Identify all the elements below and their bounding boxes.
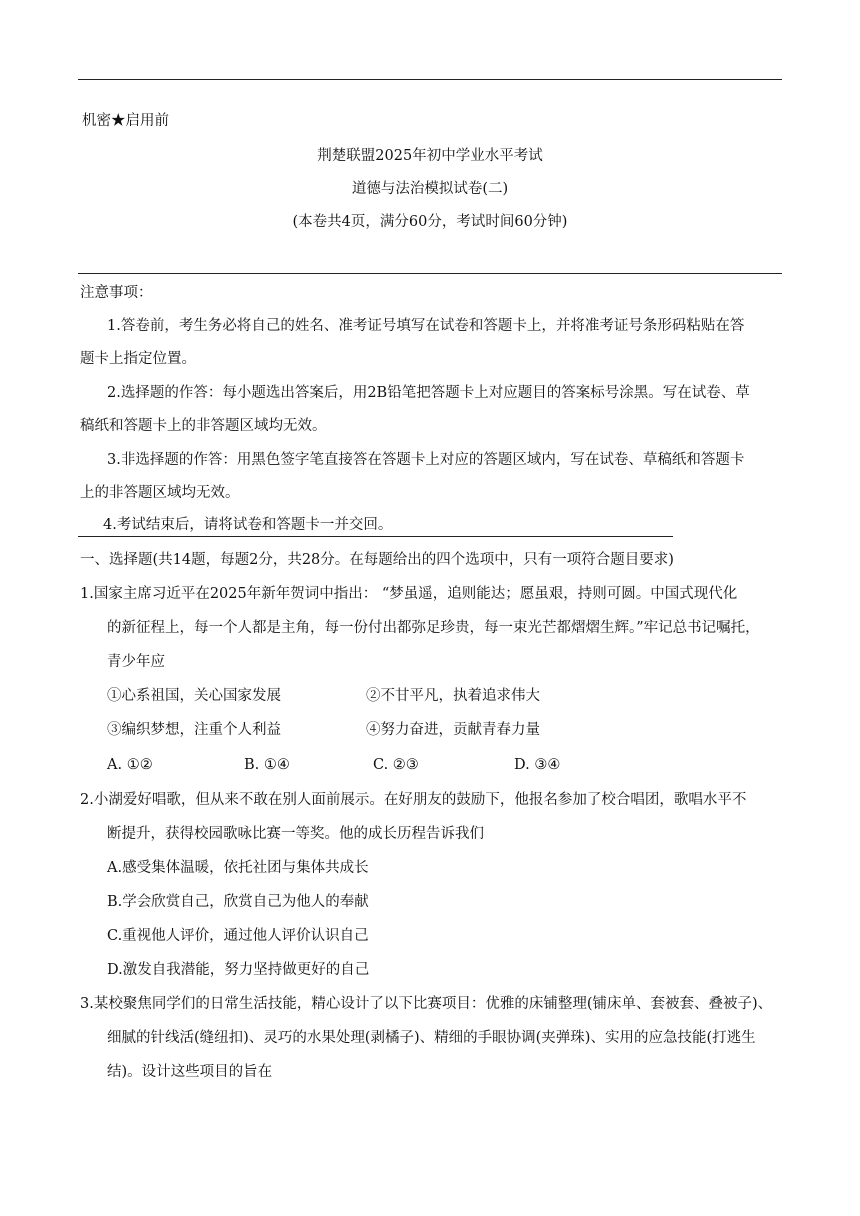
notice-top-rule bbox=[78, 273, 782, 274]
notice-item-2-line-2: 稿纸和答题卡上的非答题区域均无效。 bbox=[80, 418, 327, 434]
q1-line-2: 的新征程上，每一个人都是主角，每一份付出都弥足珍贵，每一束光芒都熠熠生辉。”牢记总书记嘱托， bbox=[107, 620, 760, 636]
notice-bottom-rule bbox=[78, 536, 673, 537]
q3-line-1: 3.某校聚焦同学们的日常生活技能，精心设计了以下比赛项目：优雅的床铺整理(铺床单、套被套、叠被子)、 bbox=[80, 996, 773, 1012]
q2-option-b: B.学会欣赏自己，欣赏自己为他人的奉献 bbox=[107, 894, 369, 910]
notice-item-1-line-1: 1.答卷前，考生务必将自己的姓名、准考证号填写在试卷和答题卡上，并将准考证号条形码粘贴在答 bbox=[107, 318, 745, 334]
q1-statement-2: ②不甘平凡，执着追求伟大 bbox=[366, 688, 540, 704]
q1-option-b: B. ①④ bbox=[244, 757, 290, 773]
notice-item-3-line-2: 上的非答题区域均无效。 bbox=[80, 485, 240, 501]
q1-option-a: A. ①② bbox=[107, 757, 153, 773]
paper-title: 道德与法治模拟试卷(二) bbox=[351, 181, 509, 197]
q1-statement-3: ③编织梦想，注重个人利益 bbox=[107, 722, 281, 738]
q1-option-d: D. ③④ bbox=[514, 757, 561, 773]
q1-option-c: C. ②③ bbox=[373, 757, 419, 773]
notice-item-3-line-1: 3.非选择题的作答：用黑色签字笔直接答在答题卡上对应的答题区域内，写在试卷、草稿纸和答题卡 bbox=[107, 452, 745, 468]
exam-title: 荆楚联盟2025年初中学业水平考试 bbox=[317, 148, 543, 164]
q2-option-a: A.感受集体温暖，依托社团与集体共成长 bbox=[107, 860, 369, 876]
q2-line-1: 2.小湖爱好唱歌，但从来不敢在别人面前展示。在好朋友的鼓励下，他报名参加了校合唱团，歌唱水平不 bbox=[80, 792, 747, 808]
q1-statement-1: ①心系祖国，关心国家发展 bbox=[107, 688, 281, 704]
q1-line-1: 1.国家主席习近平在2025年新年贺词中指出： “梦虽遥，追则能达；愿虽艰，持则可圆。中国式现代化 bbox=[80, 586, 738, 602]
section-1-heading: 一、选择题(共14题，每题2分，共28分。在每题给出的四个选项中，只有一项符合题目要求) bbox=[80, 552, 674, 568]
q1-statement-4: ④努力奋进，贡献青春力量 bbox=[366, 722, 540, 738]
notice-item-1-line-2: 题卡上指定位置。 bbox=[80, 351, 196, 367]
q1-line-3: 青少年应 bbox=[107, 654, 165, 670]
q2-option-c: C.重视他人评价，通过他人评价认识自己 bbox=[107, 928, 369, 944]
secret-mark: 机密★启用前 bbox=[82, 113, 169, 129]
notice-item-4: 4.考试结束后，请将试卷和答题卡一并交回。 bbox=[103, 517, 393, 533]
notice-heading: 注意事项： bbox=[80, 285, 153, 301]
q3-line-2: 细腻的针线活(缝纽扣)、灵巧的水果处理(剥橘子)、精细的手眼协调(夹弹珠)、实用的应急技能(打逃生 bbox=[107, 1030, 756, 1046]
q2-line-2: 断提升，获得校园歌咏比赛一等奖。他的成长历程告诉我们 bbox=[107, 826, 484, 842]
top-rule bbox=[78, 79, 782, 80]
notice-item-2-line-1: 2.选择题的作答：每小题选出答案后，用2B铅笔把答题卡上对应题目的答案标号涂黑。写在试卷、草 bbox=[107, 385, 750, 401]
q3-line-3: 结)。设计这些项目的旨在 bbox=[107, 1064, 273, 1080]
paper-info: (本卷共4页，满分60分，考试时间60分钟) bbox=[292, 214, 568, 230]
q2-option-d: D.激发自我潜能，努力坚持做更好的自己 bbox=[107, 962, 370, 978]
